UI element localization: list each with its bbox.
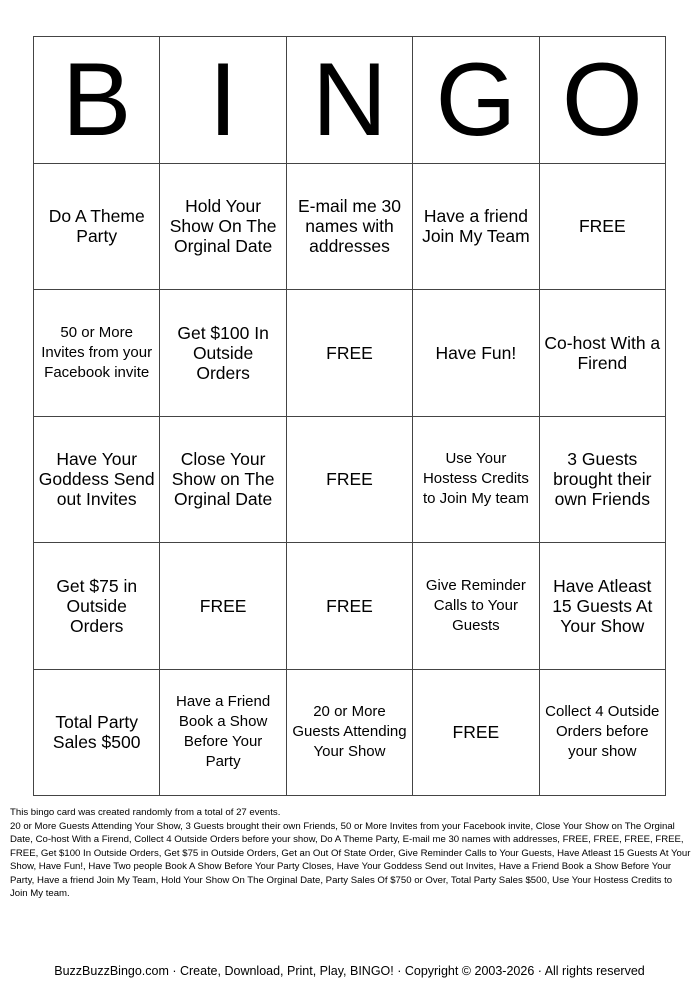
header-cell-g: [413, 37, 539, 164]
square-text: Close Your Show on The Orginal Date: [171, 449, 275, 510]
bingo-square[interactable]: [160, 290, 286, 417]
bingo-square[interactable]: [540, 417, 666, 544]
bingo-square[interactable]: [413, 543, 539, 670]
square-text: FREE: [326, 595, 373, 616]
bingo-square[interactable]: [34, 543, 160, 670]
bingo-square[interactable]: [287, 670, 413, 797]
square-text: Give Reminder Calls to Your Guests: [425, 576, 526, 634]
card-info: [10, 806, 692, 901]
square-text: Collect 4 Outside Orders before your show: [545, 703, 660, 761]
bingo-square[interactable]: [34, 417, 160, 544]
header-letter: B: [62, 41, 132, 158]
square-text: Have Atleast 15 Guests At Your Show: [552, 575, 653, 636]
bingo-square[interactable]: [413, 290, 539, 417]
bingo-card: [33, 36, 666, 796]
header-cell-b: [34, 37, 160, 164]
bingo-square[interactable]: [540, 670, 666, 797]
header-cell-n: [287, 37, 413, 164]
bingo-square[interactable]: [160, 164, 286, 291]
free-square[interactable]: [540, 164, 666, 291]
info-event-list: 20 or More Guests Attending Your Show, 3 Guests brought their own Friends, 50 or More Invites from your Facebook invite, Close Your Show on The Orginal Date, Co-host With a Firend, Collect 4 Outside Orders before your show, Do A Theme Party, E-mail me 30 names with addresses, FREE, FREE, FREE, FREE, FREE, Get $100 In Outside Orders, Get $75 in Outside Orders, Get an Out Of State Order, Give Reminder Calls to Your Guests, Have Atleast 15 Guests At Your Show, Have Fun!, Have Two people Book A Show Before Your Party Closes, Have Your Goddess Send out Invites, Have a Friend Book a Show Before Your Party, Have a friend Join My Team, Hold Your Show On The Orginal Date, Party Sales Of $750 or Over, Total Party Sales $500, Use Your Hostess Credits to Join My team.: [10, 820, 691, 899]
square-text: Have a friend Join My Team: [422, 206, 530, 247]
header-letter: I: [208, 41, 238, 158]
square-text: 50 or More Invites from your Facebook invite: [41, 323, 153, 381]
square-text: E-mail me 30 names with addresses: [297, 196, 402, 257]
bingo-square[interactable]: [413, 417, 539, 544]
square-text: Hold Your Show On The Orginal Date: [169, 196, 277, 257]
header-letter: O: [561, 41, 643, 158]
free-square[interactable]: [160, 543, 286, 670]
square-text: FREE: [452, 722, 500, 743]
header-letter: G: [435, 41, 517, 158]
bingo-square[interactable]: [160, 670, 286, 797]
header-cell-i: [160, 37, 286, 164]
square-text: FREE: [199, 595, 247, 616]
square-text: Have Your Goddess Send out Invites: [38, 449, 155, 510]
square-text: Co-host With a Firend: [544, 332, 661, 373]
square-text: 3 Guests brought their own Friends: [553, 449, 652, 510]
bingo-square[interactable]: [540, 543, 666, 670]
free-square[interactable]: [287, 290, 413, 417]
square-text: Have a Friend Book a Show Before Your Party: [175, 693, 271, 771]
free-square[interactable]: [287, 543, 413, 670]
square-text: 20 or More Guests Attending Your Show: [292, 703, 407, 761]
header-cell-o: [540, 37, 666, 164]
square-text: Total Party Sales $500: [52, 712, 141, 753]
square-text: FREE: [326, 342, 373, 363]
info-intro: This bingo card was created randomly from a total of 27 events.: [10, 807, 281, 818]
bingo-square[interactable]: [287, 164, 413, 291]
square-text: FREE: [326, 469, 373, 490]
bingo-square[interactable]: [160, 417, 286, 544]
bingo-square[interactable]: [34, 164, 160, 291]
square-text: Have Fun!: [435, 342, 517, 363]
header-letter: N: [311, 41, 388, 158]
free-square[interactable]: [413, 670, 539, 797]
square-text: Get $75 in Outside Orders: [56, 575, 138, 636]
square-text: Use Your Hostess Credits to Join My team: [422, 450, 529, 508]
square-text: FREE: [578, 216, 626, 237]
square-text: Get $100 In Outside Orders: [177, 322, 269, 383]
bingo-square[interactable]: [34, 290, 160, 417]
free-square[interactable]: [287, 417, 413, 544]
bingo-square[interactable]: [34, 670, 160, 797]
bingo-square[interactable]: [540, 290, 666, 417]
bingo-square[interactable]: [413, 164, 539, 291]
site-footer: BuzzBuzzBingo.com · Create, Download, Print, Play, BINGO! · Copyright © 2003-2026 · All rights reserved: [54, 964, 645, 978]
square-text: Do A Theme Party: [48, 206, 145, 247]
